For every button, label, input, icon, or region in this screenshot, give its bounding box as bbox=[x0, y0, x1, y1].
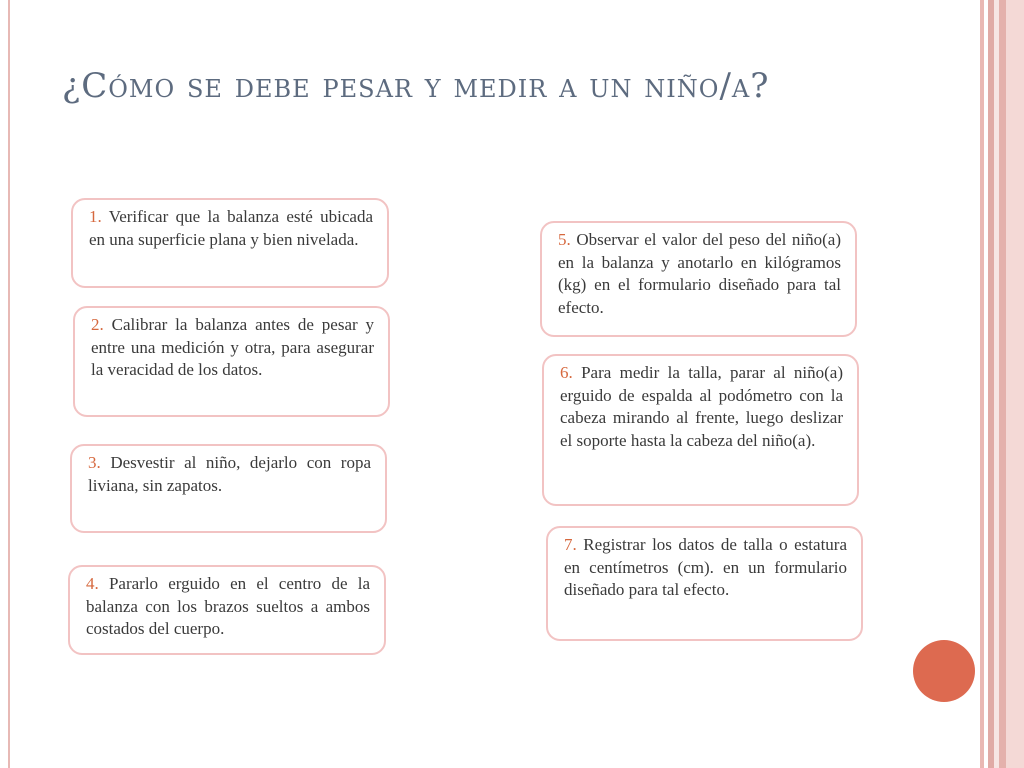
step-number: 1. bbox=[89, 207, 109, 226]
step-card-6 bbox=[542, 354, 859, 506]
step-card-5 bbox=[540, 221, 857, 337]
step-text: Calibrar la balanza antes de pesar y entre una medición y otra, para asegurar la veracidad de los datos. bbox=[91, 315, 375, 379]
step-text: Observar el valor del peso del niño(a) en la balanza y anotarlo en kilógramos (kg) en el formulario diseñado para tal efecto. bbox=[558, 230, 842, 317]
step-card-4 bbox=[68, 565, 386, 655]
step-number: 5. bbox=[558, 230, 577, 249]
step-text: Registrar los datos de talla o estatura en centímetros (cm). en un formulario diseñado para tal efecto. bbox=[564, 535, 848, 599]
right-decorative-stripes bbox=[977, 0, 1024, 768]
step-text: Verificar que la balanza esté ubicada en una superficie plana y bien nivelada. bbox=[89, 207, 373, 249]
step-card-7 bbox=[546, 526, 863, 641]
step-number: 6. bbox=[560, 363, 582, 382]
step-number: 4. bbox=[86, 574, 109, 593]
step-card-2 bbox=[73, 306, 390, 417]
slide-title: ¿Cómo se debe pesar y medir a un niño/a? bbox=[62, 66, 770, 106]
accent-circle bbox=[913, 640, 975, 702]
step-text: Para medir la talla, parar al niño(a) erguido de espalda al podómetro con la cabeza mirando al frente, luego deslizar el soporte hasta la cabeza del niño(a). bbox=[560, 363, 843, 450]
step-text: Pararlo erguido en el centro de la balanza con los brazos sueltos a ambos costados del cuerpo. bbox=[86, 574, 370, 638]
step-text: Desvestir al niño, dejarlo con ropa liviana, sin zapatos. bbox=[88, 453, 371, 495]
step-number: 7. bbox=[564, 535, 584, 554]
step-card-1 bbox=[71, 198, 389, 288]
step-number: 3. bbox=[88, 453, 111, 472]
step-number: 2. bbox=[91, 315, 112, 334]
step-card-3 bbox=[70, 444, 387, 533]
left-border-line bbox=[8, 0, 10, 768]
